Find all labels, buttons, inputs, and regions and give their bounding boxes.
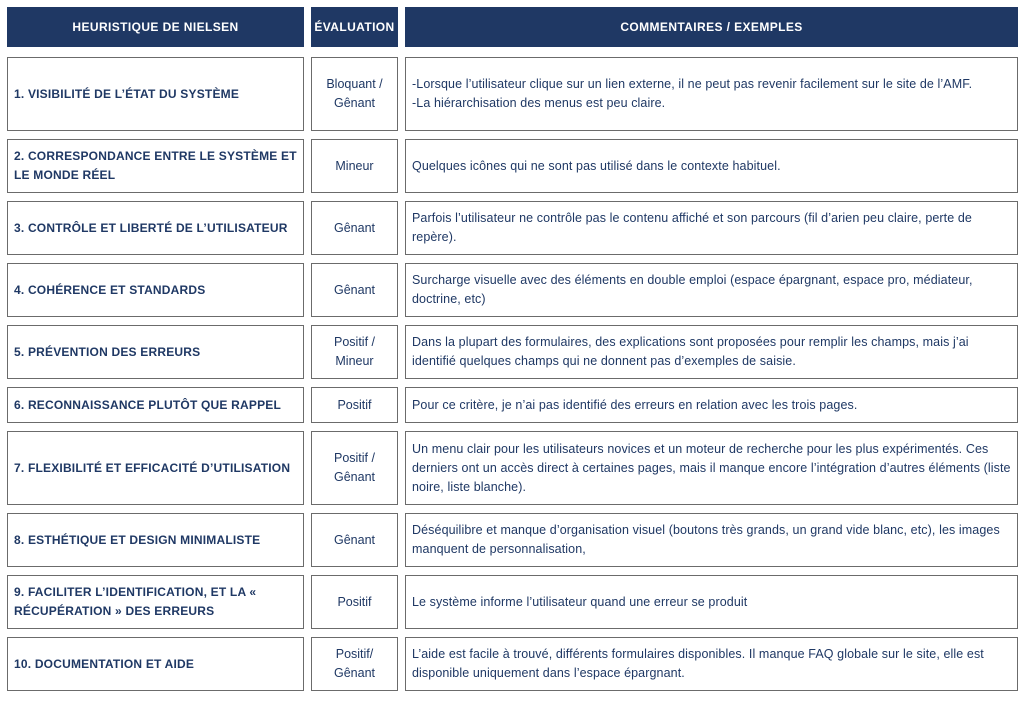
evaluation-cell-3-text: Gênant (333, 220, 375, 235)
comment-cell-1 (405, 57, 1018, 131)
comment-cell-3 (405, 201, 1018, 255)
comment-cell-8-text: Déséquilibre et manque d’organisation visuel (boutons très grands, un grand vide blanc, etc), les images manquent de personnalisation, (412, 523, 1000, 556)
heuristic-cell-9-text: 9. FACILITER L’IDENTIFICATION, ET LA « RÉCUPÉRATION » DES ERREURS (14, 585, 257, 618)
comment-cell-10-text: L’aide est facile à trouvé, différents formulaires disponibles. Il manque FAQ globale sur le site, elle est disponible uniquement dans l’espace épargnant. (412, 647, 984, 680)
evaluation-cell-2-text: Mineur (335, 158, 374, 173)
evaluation-cell-6-text: Positif (337, 397, 372, 412)
comment-cell-9 (405, 575, 1018, 629)
heuristic-cell-4 (7, 263, 304, 317)
evaluation-cell-9 (311, 575, 398, 629)
evaluation-cell-7-text: Positif / Gênant (333, 451, 375, 484)
heuristic-cell-2-text: 2. CORRESPONDANCE ENTRE LE SYSTÈME ET LE MONDE RÉEL (14, 149, 297, 182)
heuristic-cell-7-text: 7. FLEXIBILITÉ ET EFFICACITÉ D’UTILISATION (14, 460, 291, 475)
heuristic-cell-10-text: 10. DOCUMENTATION ET AIDE (14, 656, 195, 671)
comment-cell-2 (405, 139, 1018, 193)
comment-cell-4 (405, 263, 1018, 317)
evaluation-cell-4-text: Gênant (333, 282, 375, 297)
comment-cell-1-text: -Lorsque l’utilisateur clique sur un lien externe, il ne peut pas revenir facilement sur le site de l’AMF. -La hiérarchisation des menus est peu claire. (412, 77, 973, 110)
heuristic-cell-5 (7, 325, 304, 379)
evaluation-cell-5 (311, 325, 398, 379)
evaluation-cell-10-text: Positif/ Gênant (333, 647, 375, 680)
comment-cell-4-text: Surcharge visuelle avec des éléments en double emploi (espace épargnant, espace pro, médiateur, doctrine, etc) (412, 273, 973, 306)
comment-cell-7 (405, 431, 1018, 505)
heuristic-cell-3-text: 3. CONTRÔLE ET LIBERTÉ DE L’UTILISATEUR (14, 220, 288, 235)
heuristic-cell-1-text: 1. VISIBILITÉ DE L’ÉTAT DU SYSTÈME (14, 86, 240, 101)
heuristic-cell-9 (7, 575, 304, 629)
evaluation-cell-10 (311, 637, 398, 691)
comment-cell-3-text: Parfois l’utilisateur ne contrôle pas le contenu affiché et son parcours (fil d’arien peu claire, perte de repère). (412, 211, 972, 244)
heuristic-cell-10 (7, 637, 304, 691)
heuristic-cell-5-text: 5. PRÉVENTION DES ERREURS (14, 344, 201, 359)
header-evaluation: ÉVALUATION (311, 7, 398, 47)
comment-cell-5-text: Dans la plupart des formulaires, des explications sont proposées pour remplir les champs, mais j’ai identifié quelques champs qui ne donnent pas d’exemples de saisie. (412, 335, 969, 368)
heuristic-cell-1 (7, 57, 304, 131)
header-heuristic: HEURISTIQUE DE NIELSEN (7, 7, 304, 47)
evaluation-cell-8-text: Gênant (333, 532, 375, 547)
evaluation-cell-3 (311, 201, 398, 255)
evaluation-cell-6 (311, 387, 398, 423)
evaluation-cell-1-text: Bloquant / Gênant (326, 77, 383, 110)
comment-cell-9-text: Le système informe l’utilisateur quand une erreur se produit (412, 594, 748, 609)
comment-cell-10 (405, 637, 1018, 691)
comment-cell-6 (405, 387, 1018, 423)
evaluation-cell-8 (311, 513, 398, 567)
evaluation-cell-9-text: Positif (337, 594, 372, 609)
heuristic-cell-7 (7, 431, 304, 505)
evaluation-cell-2 (311, 139, 398, 193)
heuristic-cell-8-text: 8. ESTHÉTIQUE ET DESIGN MINIMALISTE (14, 532, 261, 547)
heuristic-cell-4-text: 4. COHÉRENCE ET STANDARDS (14, 282, 206, 297)
heuristic-cell-6-text: 6. RECONNAISSANCE PLUTÔT QUE RAPPEL (14, 397, 282, 412)
heuristics-table (7, 7, 1018, 691)
heuristic-cell-6 (7, 387, 304, 423)
header-comments: COMMENTAIRES / EXEMPLES (405, 7, 1018, 47)
heuristic-cell-3 (7, 201, 304, 255)
comment-cell-6-text: Pour ce critère, je n’ai pas identifié des erreurs en relation avec les trois pages. (412, 397, 858, 412)
evaluation-cell-4 (311, 263, 398, 317)
evaluation-cell-5-text: Positif / Mineur (334, 335, 375, 368)
heuristic-cell-2 (7, 139, 304, 193)
evaluation-cell-7 (311, 431, 398, 505)
comment-cell-5 (405, 325, 1018, 379)
heuristic-cell-8 (7, 513, 304, 567)
comment-cell-8 (405, 513, 1018, 567)
comment-cell-2-text: Quelques icônes qui ne sont pas utilisé dans le contexte habituel. (412, 158, 781, 173)
comment-cell-7-text: Un menu clair pour les utilisateurs novices et un moteur de recherche pour les plus expérimentés. Ces derniers ont un accès direct à certaines pages, mais il manque encore l’intégration d’autres éléments (liste noire, liste blanche). (412, 441, 1011, 494)
evaluation-cell-1 (311, 57, 398, 131)
